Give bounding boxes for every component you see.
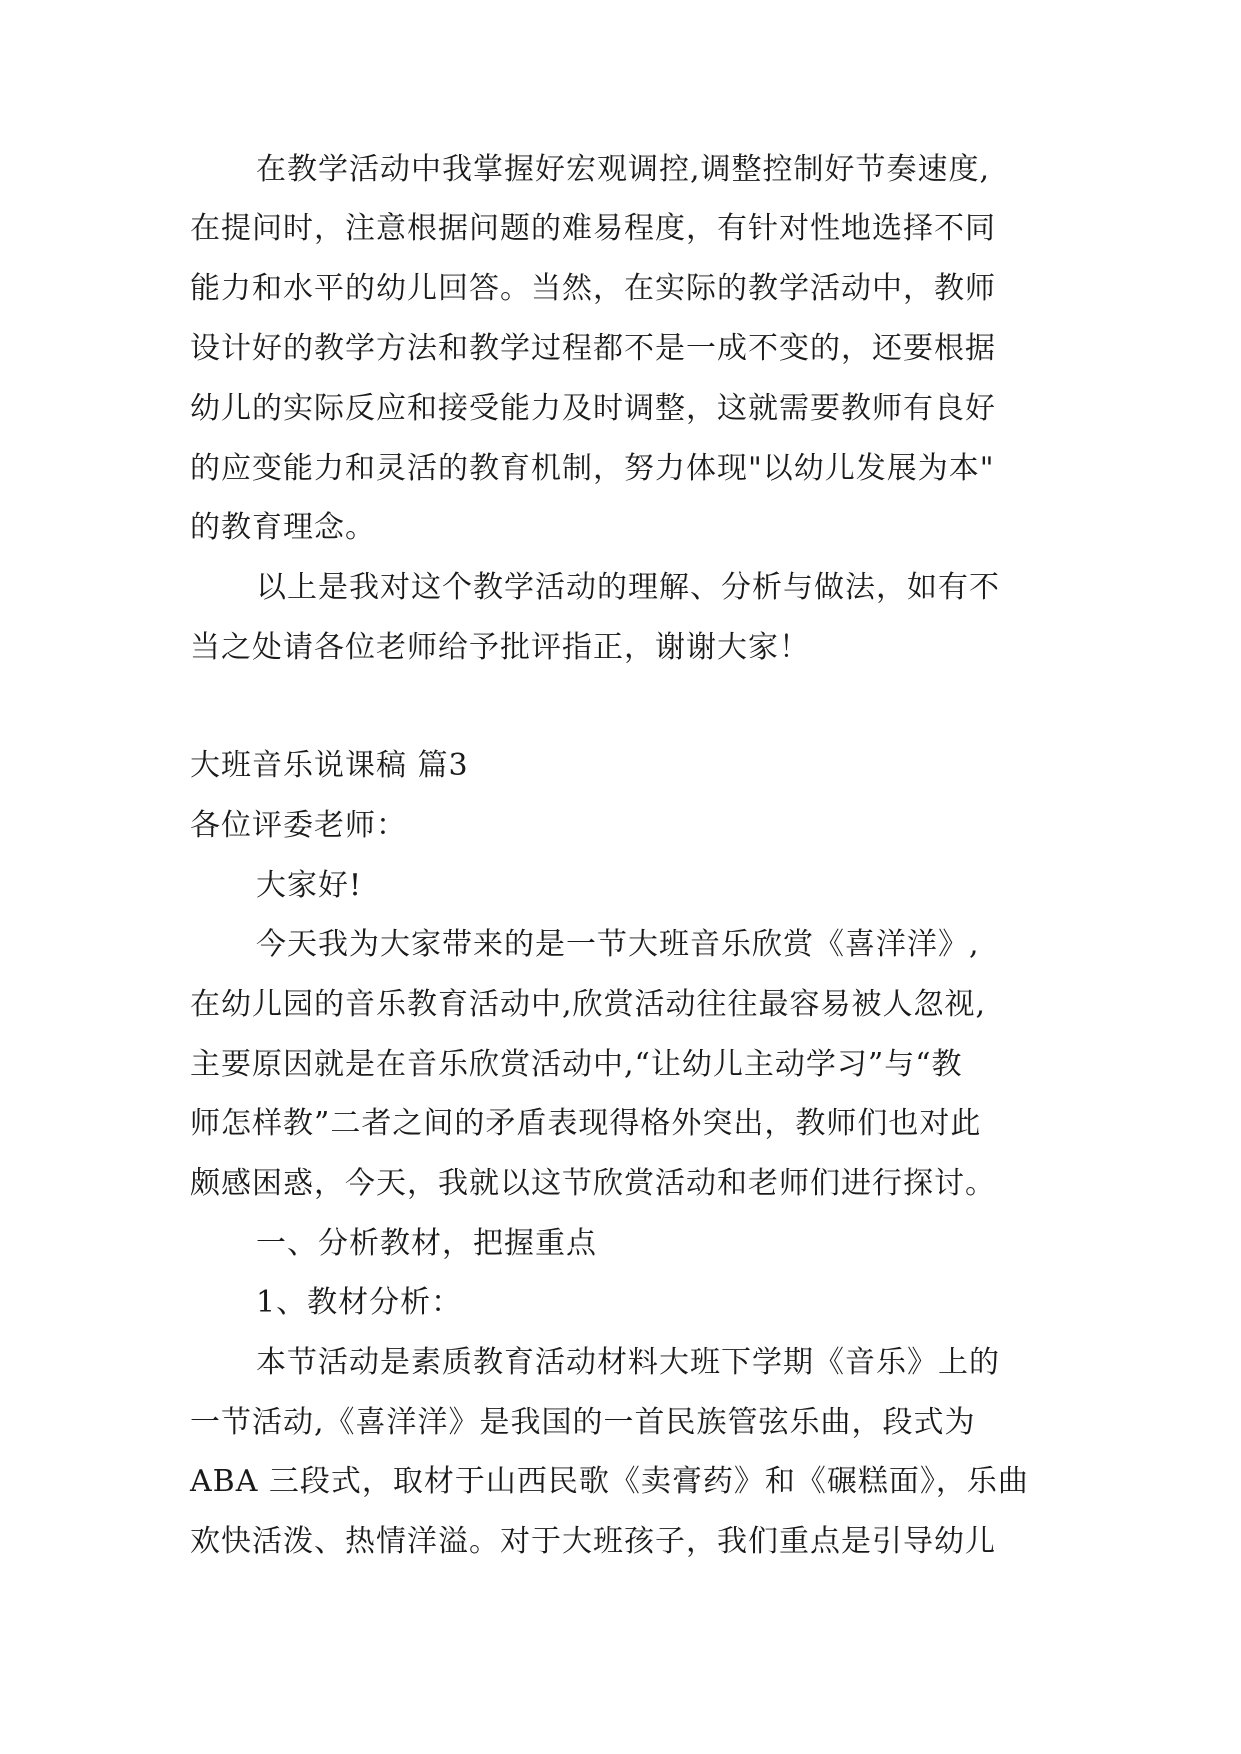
paragraph-line: 在提问时，注意根据问题的难易程度，有针对性地选择不同: [190, 211, 996, 246]
paragraph-line: 的教育理念。: [190, 510, 376, 545]
paragraph-line: 当之处请各位老师给予批评指正，谢谢大家！: [190, 630, 810, 665]
greeting: 大家好!: [256, 868, 363, 903]
paragraph-line: 颇感困惑，今天，我就以这节欣赏活动和老师们进行探讨。: [190, 1166, 996, 1201]
subheading: 一、分析教材，把握重点: [256, 1226, 597, 1261]
paragraph-line: 的应变能力和灵活的教育机制，努力体现"以幼儿发展为本": [190, 451, 995, 486]
paragraph-line: 今天我为大家带来的是一节大班音乐欣赏《喜洋洋》,: [256, 927, 980, 962]
paragraph-line: 师怎样教”二者之间的矛盾表现得格外突出，教师们也对此: [190, 1106, 982, 1141]
subheading: 1、教材分析：: [256, 1285, 463, 1320]
paragraph-line: 能力和水平的幼儿回答。当然，在实际的教学活动中，教师: [190, 271, 996, 306]
section-heading: 大班音乐说课稿 篇3: [190, 748, 469, 783]
paragraph-line: 一节活动,《喜洋洋》是我国的一首民族管弦乐曲，段式为: [190, 1405, 976, 1440]
paragraph-line: 设计好的教学方法和教学过程都不是一成不变的，还要根据: [190, 331, 996, 366]
paragraph-line: 幼儿的实际反应和接受能力及时调整，这就需要教师有良好: [190, 391, 996, 426]
paragraph-line: 主要原因就是在音乐欣赏活动中,“让幼儿主动学习”与“教: [190, 1047, 963, 1082]
paragraph-line: ABA 三段式，取材于山西民歌《卖膏药》和《碾糕面》，乐曲: [190, 1464, 1029, 1499]
salutation: 各位评委老师：: [190, 808, 407, 843]
paragraph-line: 欢快活泼、热情洋溢。对于大班孩子，我们重点是引导幼儿: [190, 1524, 996, 1559]
paragraph-line: 以上是我对这个教学活动的理解、分析与做法，如有不: [256, 570, 1000, 605]
paragraph-line: 在教学活动中我掌握好宏观调控,调整控制好节奏速度,: [256, 152, 991, 187]
paragraph-line: 在幼儿园的音乐教育活动中,欣赏活动往往最容易被人忽视,: [190, 987, 987, 1022]
paragraph-line: 本节活动是素质教育活动材料大班下学期《音乐》上的: [256, 1345, 1000, 1380]
